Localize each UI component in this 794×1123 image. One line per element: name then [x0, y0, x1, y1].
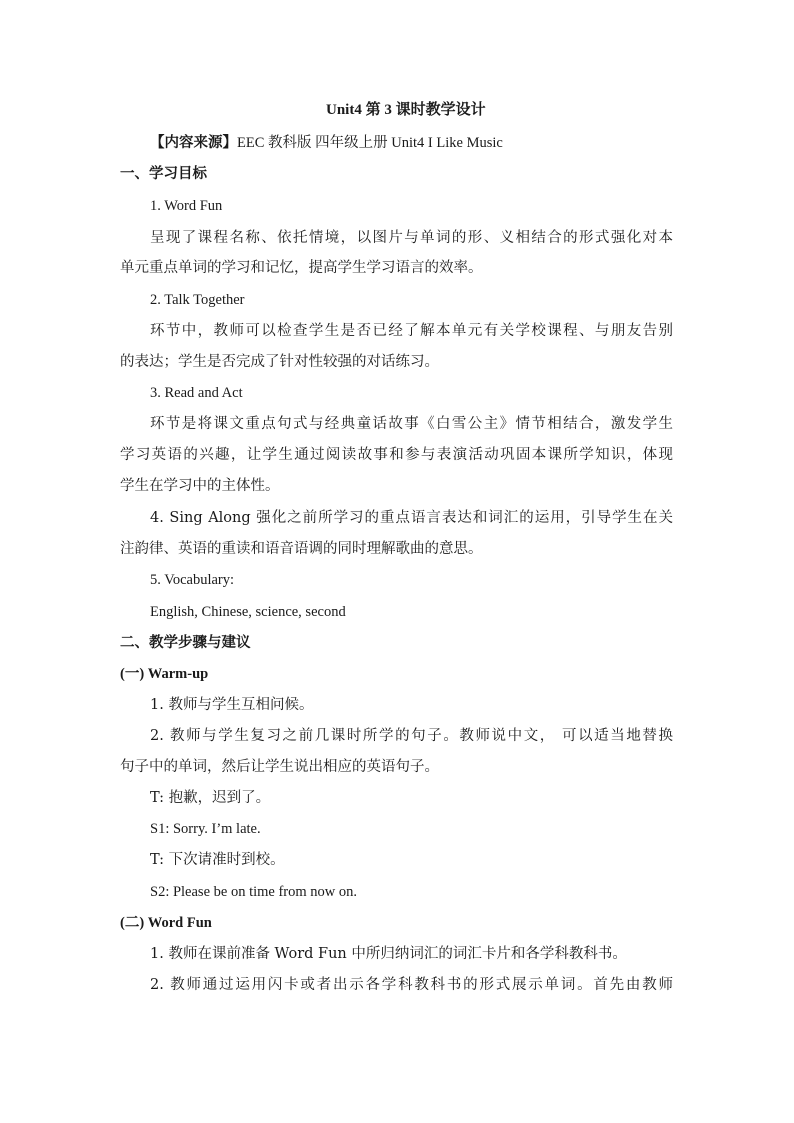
objective-5-title: 5. Vocabulary: [150, 572, 235, 588]
dialog-line-1: T: 抱歉，迟到了。 [150, 790, 271, 806]
objective-4-text-line1: 4. Sing Along 强化之前所学习的重点语言表达和词汇的运用，引导学生在关 [150, 510, 673, 526]
dialog-line-3: T: 下次请准时到校。 [150, 852, 285, 868]
objective-3-text-line1: 环节是将课文重点句式与经典童话故事《白雪公主》情节相结合，激发学生 [150, 416, 673, 432]
objective-2-text-line2: 的表达；学生是否完成了针对性较强的对话练习。 [120, 354, 439, 370]
document-title: Unit4 第 3 课时教学设计 [326, 102, 486, 118]
objective-1-text-line1: 呈现了课程名称、依托情境，以图片与单词的形、义相结合的形式强化对本 [150, 230, 673, 246]
objective-2-title: 2. Talk Together [150, 292, 245, 308]
section-heading-steps: 二、教学步骤与建议 [120, 634, 251, 651]
dialog-line-2: S1: Sorry. I’m late. [150, 821, 261, 837]
warm-up-step-2-line2: 句子中的单词，然后让学生说出相应的英语句子。 [120, 759, 439, 775]
objective-3-title: 3. Read and Act [150, 385, 243, 401]
warm-up-step-2-line1: 2. 教师与学生复习之前几课时所学的句子。教师说中文， 可以适当地替换 [150, 728, 673, 744]
dialog-line-4: S2: Please be on time from now on. [150, 884, 358, 900]
objective-1-text-line2: 单元重点单词的学习和记忆，提高学生学习语言的效率。 [120, 260, 483, 276]
objective-2-text-line1: 环节中，教师可以检查学生是否已经了解本单元有关学校课程、与朋友告别 [150, 323, 673, 339]
section-heading-objectives: 一、学习目标 [120, 165, 207, 182]
content-source-text: EEC 教科版 四年级上册 Unit4 I Like Music [237, 135, 503, 151]
objective-3-text-line2: 学习英语的兴趣，让学生通过阅读故事和参与表演活动巩固本课所学知识，体现 [120, 447, 673, 463]
word-fun-step-1: 1. 教师在课前准备 Word Fun 中所归纳词汇的词汇卡片和各学科教科书。 [150, 946, 627, 962]
word-fun-step-2-line1: 2. 教师通过运用闪卡或者出示各学科教科书的形式展示单词。首先由教师 [150, 977, 673, 993]
warm-up-step-1: 1. 教师与学生互相问候。 [150, 697, 314, 713]
subheading-warm-up: (一) Warm-up [120, 666, 209, 682]
subheading-word-fun: (二) Word Fun [120, 915, 212, 931]
content-source-label: 【内容来源】 [150, 134, 237, 151]
vocabulary-words: English, Chinese, science, second [150, 604, 346, 620]
objective-4-text-line2: 注韵律、英语的重读和语音语调的同时理解歌曲的意思。 [120, 541, 483, 557]
objective-1-title: 1. Word Fun [150, 198, 223, 214]
content-source [150, 133, 503, 153]
objective-3-text-line3: 学生在学习中的主体性。 [120, 478, 280, 494]
